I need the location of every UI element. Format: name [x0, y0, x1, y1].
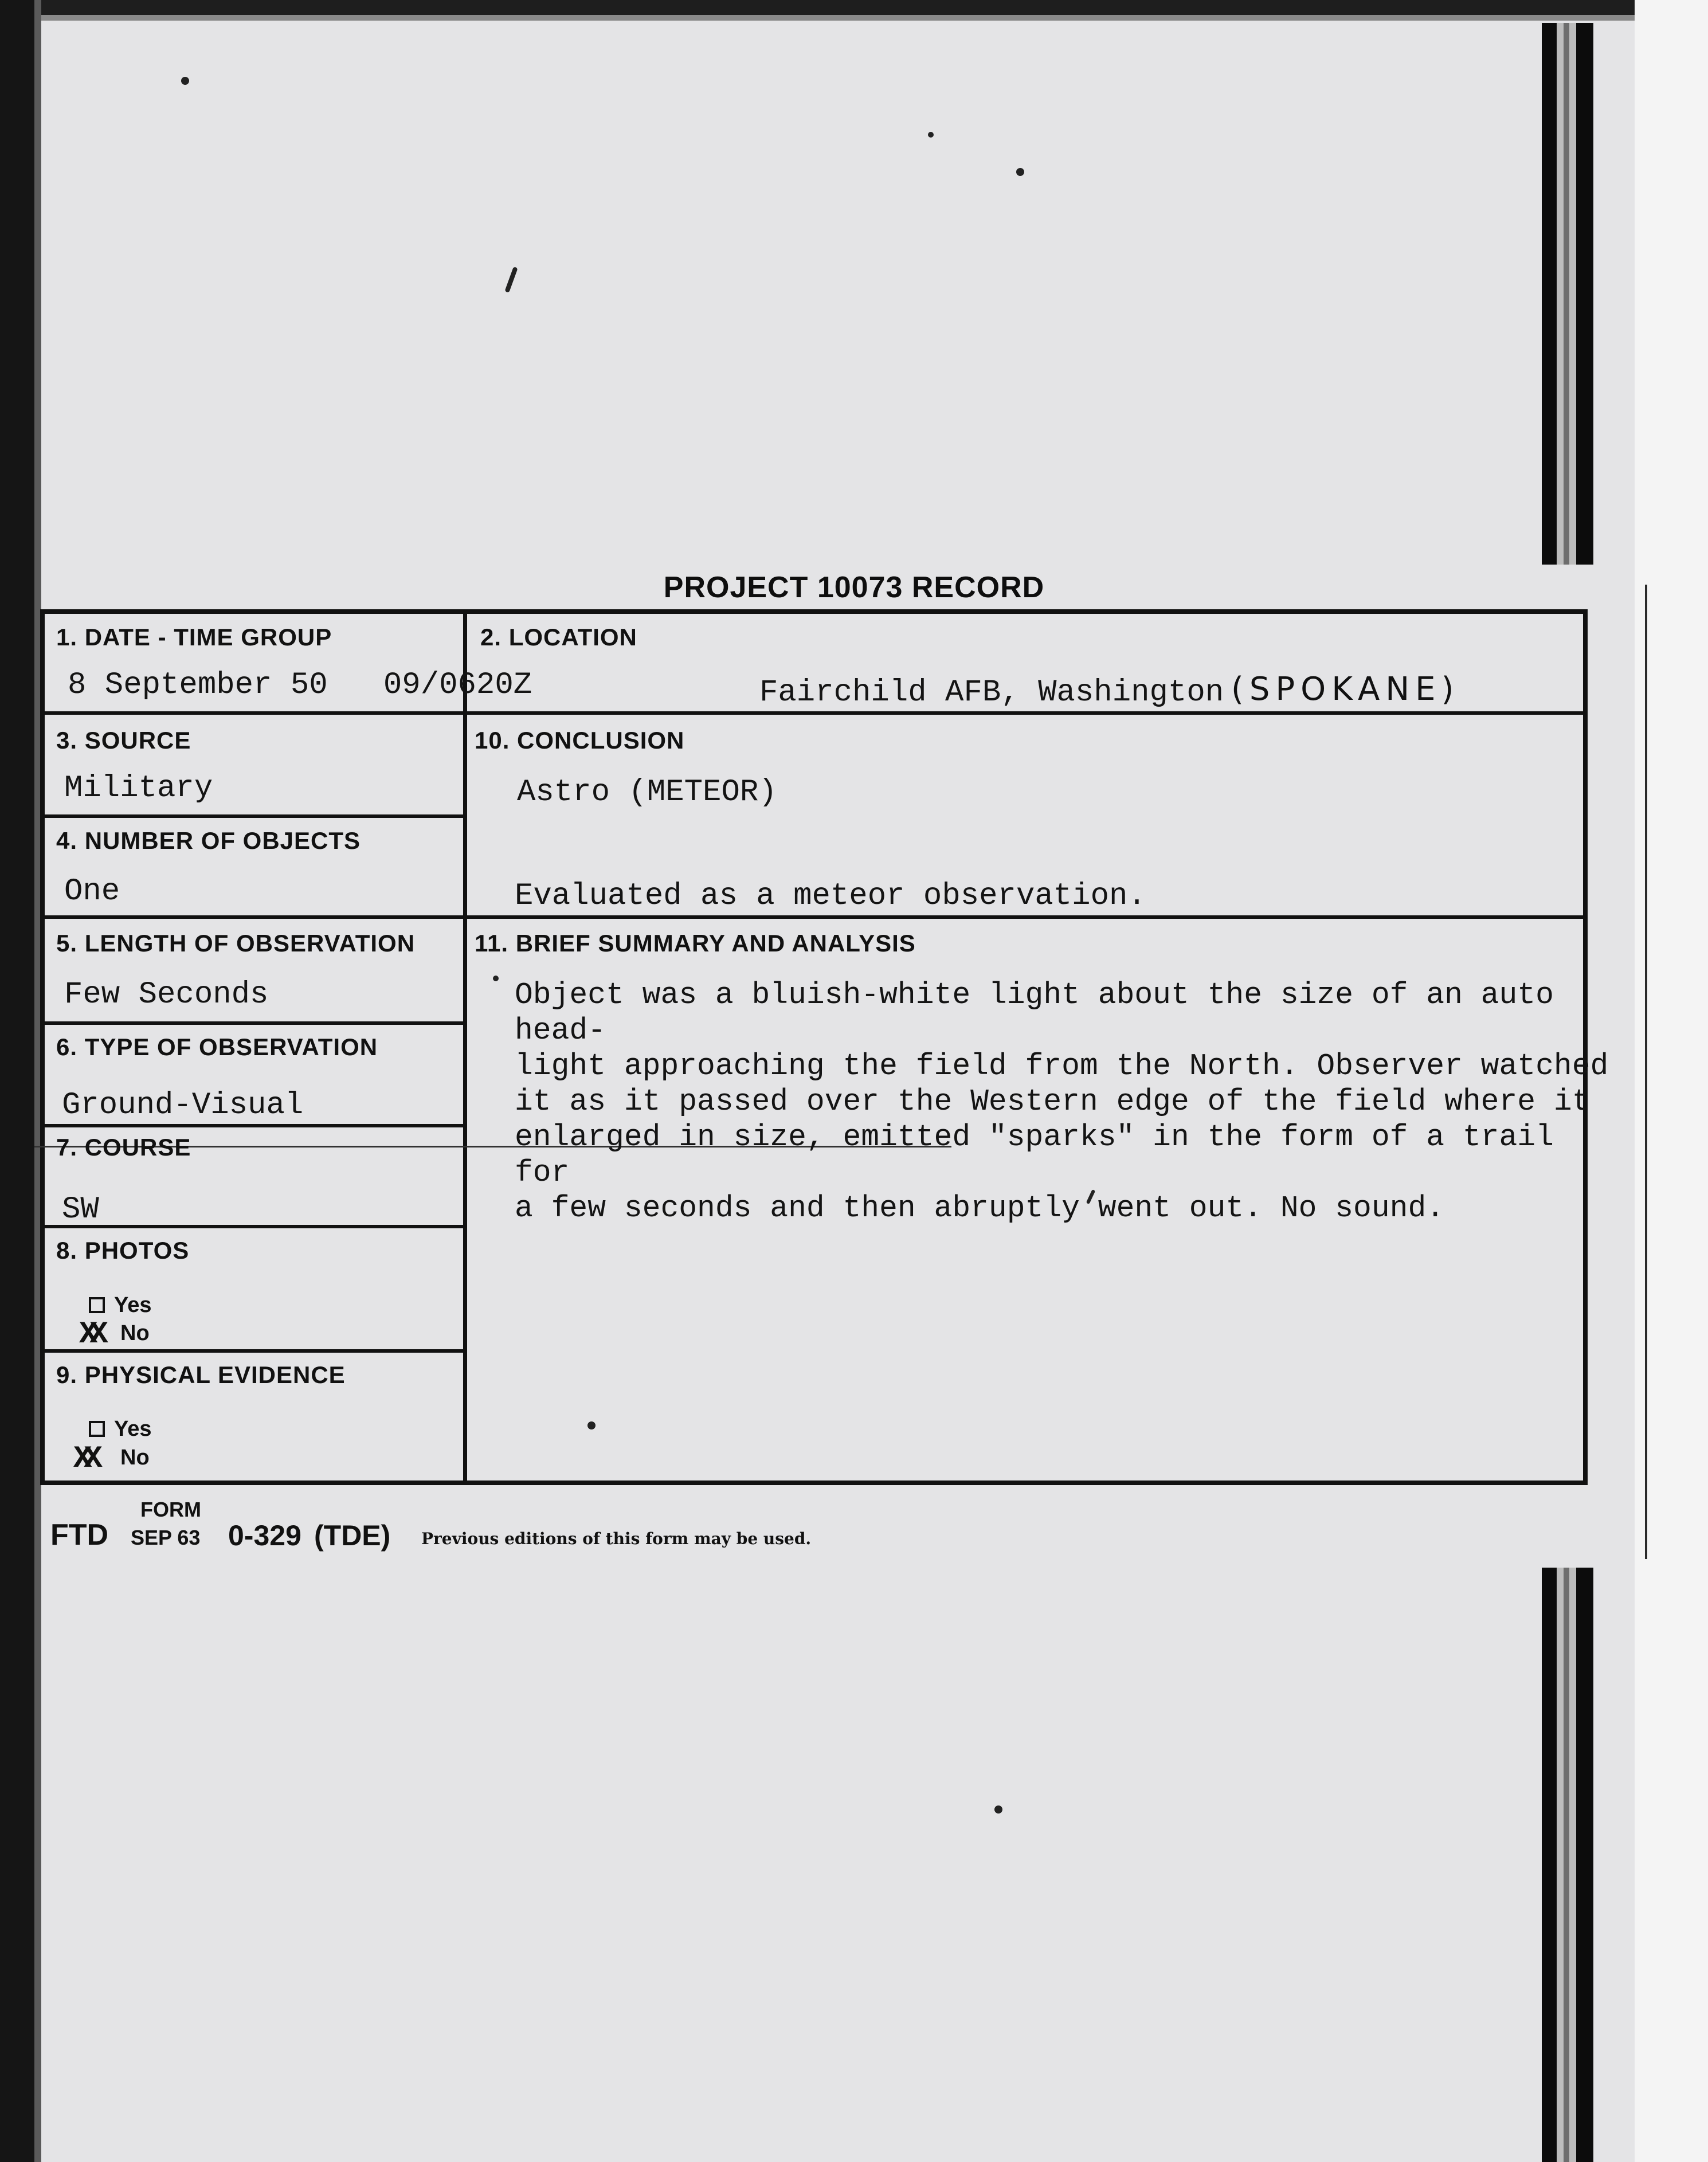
conclusion-label: 10. CONCLUSION: [475, 727, 685, 754]
source-label: 3. SOURCE: [56, 727, 191, 754]
checkbox-icon: [89, 1421, 105, 1437]
checkbox-icon: [89, 1297, 105, 1313]
footer-form-number: 0-329: [228, 1519, 301, 1552]
type-of-observation-label: 6. TYPE OF OBSERVATION: [56, 1033, 378, 1060]
row-divider: [40, 814, 467, 818]
footer-form-word: FORM: [140, 1498, 201, 1521]
course-label: 7. COURSE: [56, 1134, 191, 1161]
location-value: Fairchild AFB, Washington: [759, 675, 1224, 710]
date-time-label: 1. DATE - TIME GROUP: [56, 624, 332, 651]
physical-evidence-no-mark: XX: [73, 1442, 95, 1476]
physical-evidence-yes-option: [89, 1417, 152, 1442]
number-of-objects-label: 4. NUMBER OF OBJECTS: [56, 827, 361, 854]
course-value: SW: [62, 1192, 99, 1227]
scan-speck: [181, 77, 189, 85]
scan-speck: [928, 132, 934, 138]
footer-form-date: SEP 63: [131, 1526, 201, 1549]
summary-label: 11. BRIEF SUMMARY AND ANALYSIS: [475, 930, 916, 957]
row-divider: [40, 1225, 467, 1228]
number-of-objects-value: One: [64, 874, 120, 909]
row-divider: [40, 1349, 467, 1353]
row-divider: [40, 1021, 467, 1025]
physical-evidence-no-label: No: [120, 1446, 150, 1470]
location-handwritten-note: (SPOKANE): [1231, 671, 1460, 708]
photos-no-label: No: [120, 1321, 150, 1345]
physical-evidence-yes-label: Yes: [114, 1417, 152, 1441]
physical-evidence-label: 9. PHYSICAL EVIDENCE: [56, 1361, 346, 1388]
length-of-observation-value: Few Seconds: [64, 977, 269, 1012]
binder-clip-top: [1542, 23, 1593, 565]
row-divider: [40, 711, 1588, 715]
photos-label: 8. PHOTOS: [56, 1237, 190, 1264]
scan-speck: [994, 1805, 1002, 1814]
summary-text: Object was a bluish-white light about the size of an auto head- light approaching the field from the North. Observer watched it as it passed over the Western edge of the field where it enlarged in size, emitted "sparks" in the form of a trail for a few seconds and then abruptly went out. No sound.: [515, 978, 1609, 1225]
source-value: Military: [64, 771, 213, 806]
footer-office: (TDE): [314, 1519, 391, 1552]
conclusion-note: Evaluated as a meteor observation.: [515, 879, 1146, 914]
photos-no-mark: XX: [79, 1317, 100, 1352]
footer-ftd: FTD: [50, 1518, 109, 1552]
scan-left-edge: [0, 0, 34, 2162]
scan-top-edge: [41, 0, 1635, 15]
photos-yes-option: [89, 1293, 152, 1318]
type-of-observation-value: Ground-Visual: [62, 1088, 304, 1123]
row-divider: [40, 1124, 467, 1127]
date-time-value: 8 September 50 09/0620Z: [68, 668, 532, 703]
column-divider: [463, 609, 467, 1485]
scan-top-shadow: [41, 15, 1635, 21]
scan-right-line: [1645, 585, 1647, 1559]
photos-yes-label: Yes: [114, 1293, 152, 1317]
conclusion-value: Astro (METEOR): [517, 775, 777, 810]
scan-speck: [1016, 168, 1024, 176]
location-label: 2. LOCATION: [480, 624, 637, 651]
form-title: PROJECT 10073 RECORD: [663, 571, 1045, 604]
footer-note: Previous editions of this form may be used.: [421, 1529, 812, 1548]
scan-speck: [504, 267, 518, 293]
length-of-observation-label: 5. LENGTH OF OBSERVATION: [56, 930, 416, 957]
binder-clip-bottom: [1542, 1568, 1593, 2162]
row-divider: [40, 915, 1588, 919]
